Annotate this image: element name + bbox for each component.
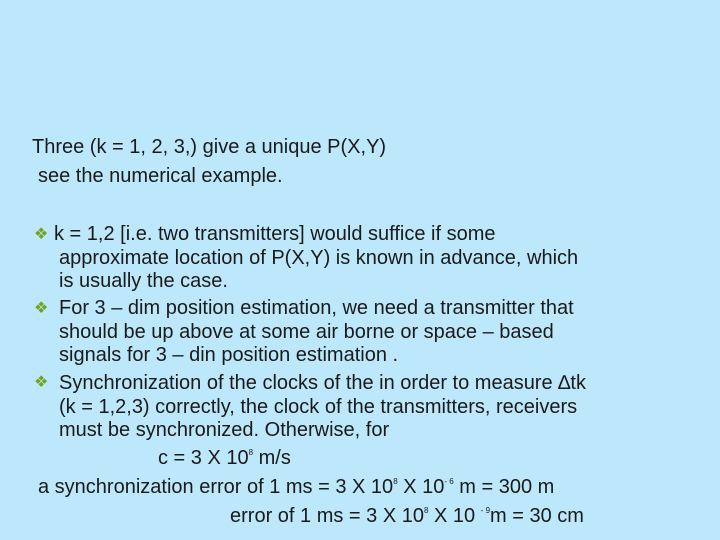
- bullet-2-line-1: For 3 – dim position estimation, we need a transmitter that: [59, 297, 574, 319]
- diamond-flower-icon: ❖: [34, 226, 49, 243]
- intro-line-1: Three (k = 1, 2, 3,) give a unique P(X,Y): [32, 136, 387, 158]
- bullet-3-line-1: Synchronization of the clocks of the in order to measure ∆tk: [59, 372, 586, 394]
- diamond-flower-icon: ❖: [34, 374, 49, 391]
- sync-error-ns-formula: error of 1 ms = 3 X $10^8$ X 10 $^{- 9}$m = 30 cm: [230, 505, 584, 527]
- bullet-3-line-3: must be synchronized. Otherwise, for: [59, 419, 390, 441]
- bullet-1-line-2: approximate location of P(X,Y) is known in advance, which: [59, 247, 579, 269]
- bullet-1-line-3: is usually the case.: [59, 270, 228, 292]
- bullet-3-line-2: (k = 1,2,3) correctly, the clock of the transmitters, receivers: [59, 396, 578, 418]
- intro-line-2: see the numerical example.: [38, 165, 283, 187]
- diamond-flower-icon: ❖: [34, 300, 49, 317]
- bullet-2-line-2: should be up above at some air borne or space – based: [59, 321, 554, 343]
- bullet-1-line-1: k = 1,2 [i.e. two transmitters] would suffice if some: [54, 223, 496, 245]
- bullet-2-line-3: signals for 3 – din position estimation .: [59, 344, 399, 366]
- speed-of-light-formula: c = 3 X $10^8$ m/s: [158, 447, 291, 469]
- sync-error-ms-formula: a synchronization error of 1 ms = 3 X $10^8$ X $10^{- 6}$ m = 300 m: [38, 476, 555, 498]
